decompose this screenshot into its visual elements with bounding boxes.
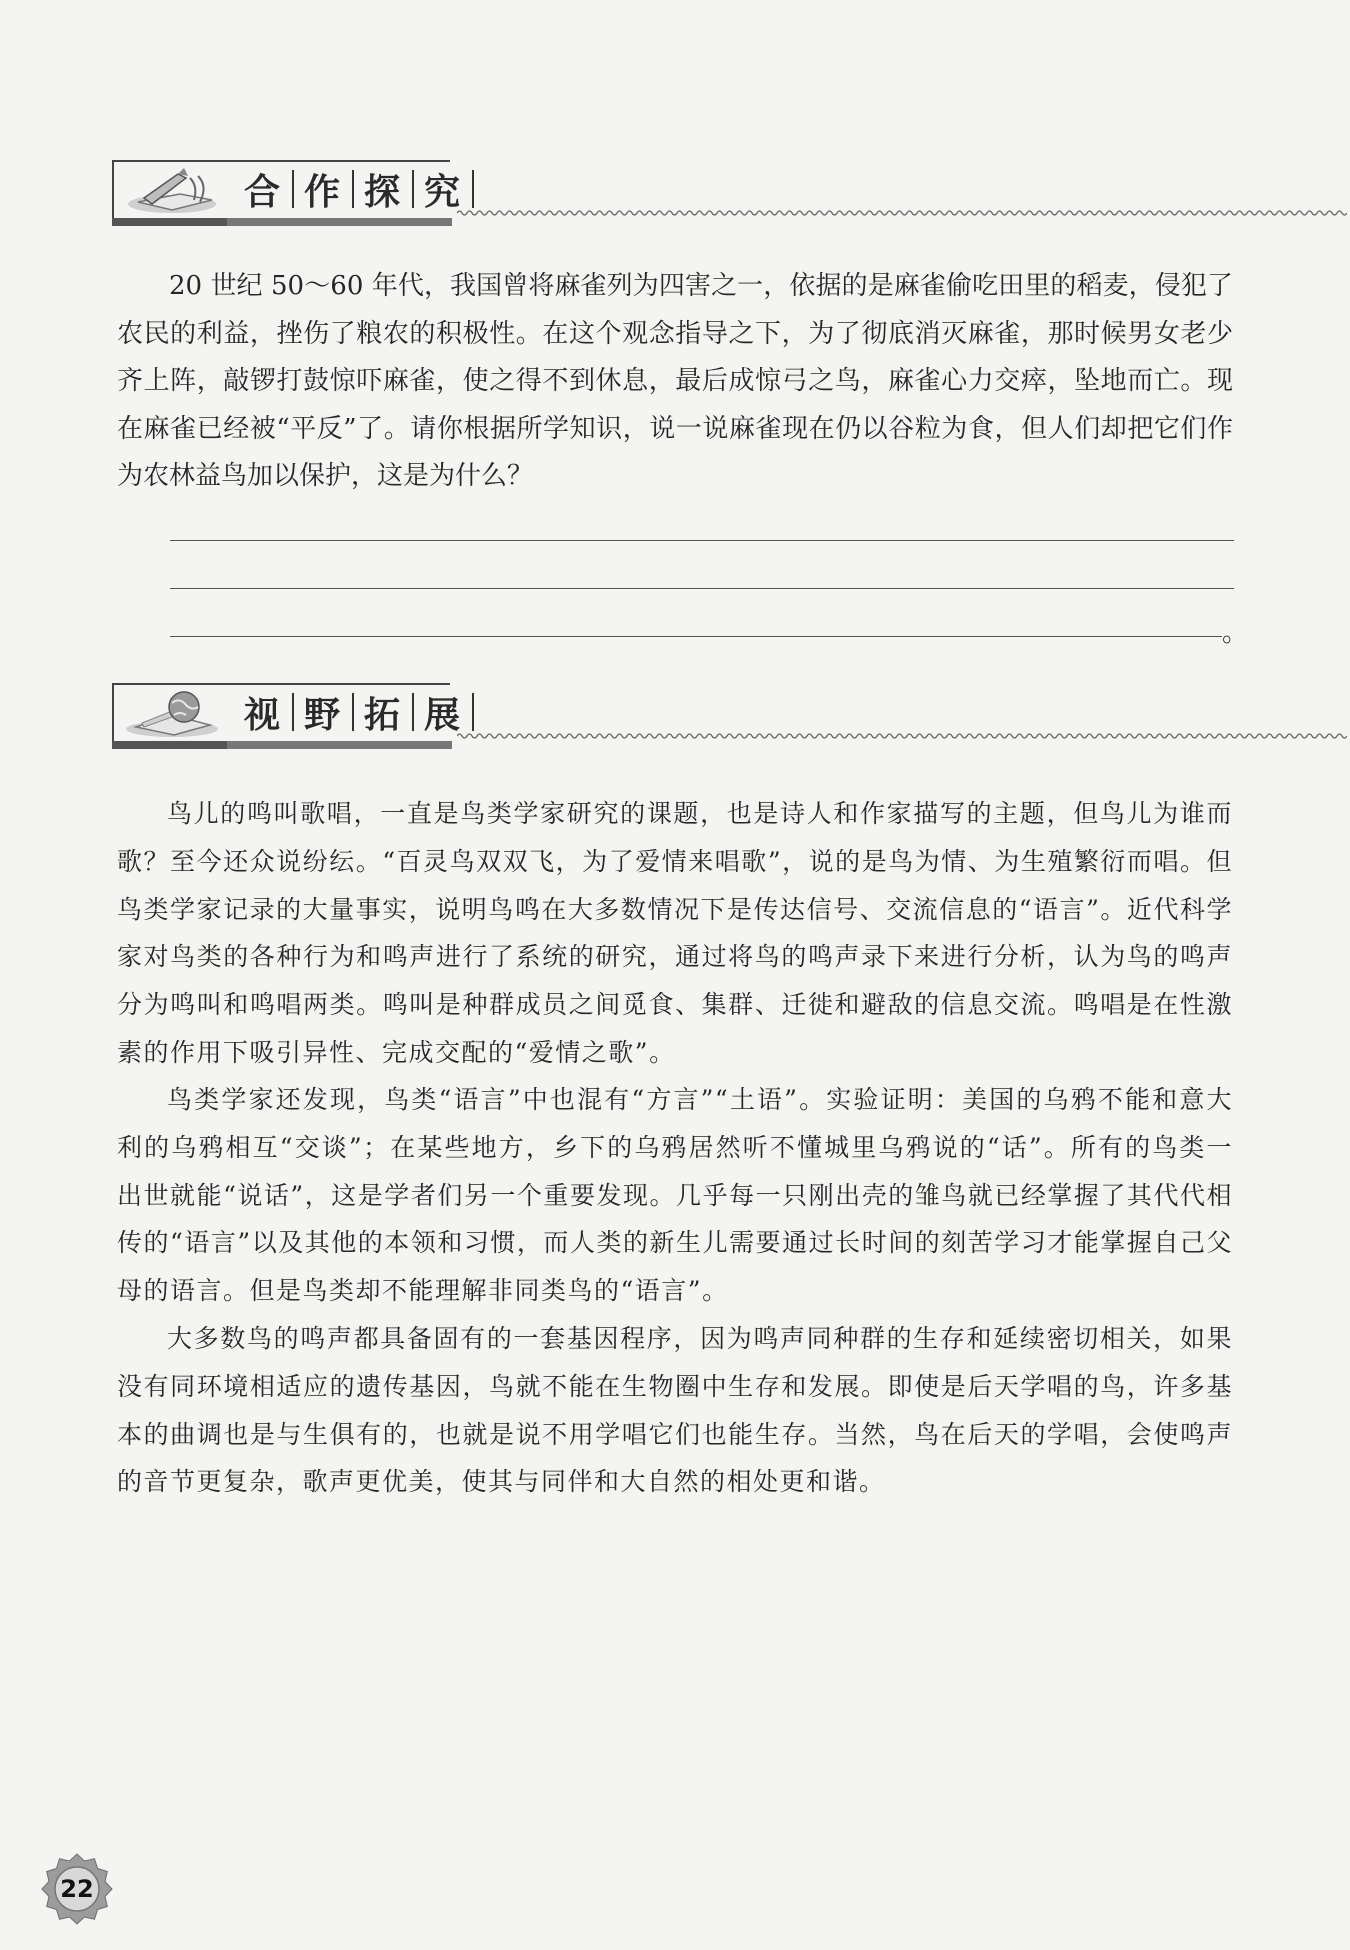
section-header-shiye-tuozhan — [112, 683, 1232, 749]
title-char: 作 — [304, 171, 343, 213]
section-title — [234, 689, 474, 735]
title-char: 究 — [424, 171, 463, 213]
section-header-hezuo-tanjiu — [112, 160, 1232, 226]
title-char: 视 — [244, 694, 283, 736]
header-underline — [112, 218, 452, 226]
title-separator — [472, 170, 474, 208]
reading-paragraph-2: 鸟类学家还发现，鸟类“语言”中也混有“方言”“土语”。实验证明：美国的乌鸦不能和意大利的乌鸦相互“交谈”；在某些地方，乡下的乌鸦居然听不懂城里乌鸦说的“话”。所有的鸟类一出世就能“说话”，这是学者们另一个重要发现。几乎每一只刚出壳的雏鸟就已经掌握了其代代相传的“语言”以及其他的本领和习惯，而人类的新生儿需要通过长时间的刻苦学习才能掌握自己父母的语言。但是鸟类却不能理解非同类鸟的“语言”。 — [117, 1085, 1233, 1306]
page-number-badge — [40, 1852, 114, 1926]
title-char: 合 — [244, 171, 283, 213]
header-underline — [112, 741, 452, 749]
page-number: 22 — [60, 1875, 94, 1903]
answer-line[interactable] — [170, 636, 1222, 637]
title-separator — [472, 693, 474, 731]
title-char: 展 — [424, 694, 463, 736]
section-title — [234, 166, 474, 212]
answer-line[interactable] — [170, 540, 1234, 541]
reading-paragraph-3: 大多数鸟的鸣声都具备固有的一套基因程序，因为鸣声同种群的生存和延续密切相关，如果没有同环境相适应的遗传基因，鸟就不能在生物圈中生存和发展。即使是后天学唱的鸟，许多基本的曲调也是与生俱有的，也就是说不用学唱它们也能生存。当然，鸟在后天的学唱，会使鸣声的音节更复杂，歌声更优美，使其与同伴和大自然的相处更和谐。 — [117, 1324, 1233, 1497]
wavy-rule — [457, 206, 1347, 220]
title-char: 探 — [364, 171, 403, 213]
pencil-book-icon — [120, 164, 232, 216]
title-char: 拓 — [364, 694, 403, 736]
end-period: 。 — [1222, 618, 1249, 648]
answer-line[interactable] — [170, 588, 1234, 589]
reading-paragraph-1: 鸟儿的鸣叫歌唱，一直是鸟类学家研究的课题，也是诗人和作家描写的主题，但鸟儿为谁而歌？至今还众说纷纭。“百灵鸟双双飞，为了爱情来唱歌”，说的是鸟为情、为生殖繁衍而唱。但鸟类学家记录的大量事实，说明鸟鸣在大多数情况下是传达信号、交流信息的“语言”。近代科学家对鸟类的各种行为和鸣声进行了系统的研究，通过将鸟的鸣声录下来进行分析，认为鸟的鸣声分为鸣叫和鸣唱两类。鸣叫是种群成员之间觅食、集群、迁徙和避敌的信息交流。鸣唱是在性激素的作用下吸引异性、完成交配的“爱情之歌”。 — [117, 799, 1233, 1067]
wavy-rule — [457, 729, 1347, 743]
question-paragraph: 20 世纪 50～60 年代，我国曾将麻雀列为四害之一，依据的是麻雀偷吃田里的稻麦，侵犯了农民的利益，挫伤了粮农的积极性。在这个观念指导之下，为了彻底消灭麻雀，那时候男女老少齐上阵，敲锣打鼓惊吓麻雀，使之得不到休息，最后成惊弓之鸟，麻雀心力交瘁，坠地而亡。现在麻雀已经被“平反”了。请你根据所学知识，说一说麻雀现在仍以谷粒为食，但人们却把它们作为农林益鸟加以保护，这是为什么？ — [117, 271, 1233, 491]
title-char: 野 — [304, 694, 343, 736]
globe-book-icon — [120, 687, 232, 739]
